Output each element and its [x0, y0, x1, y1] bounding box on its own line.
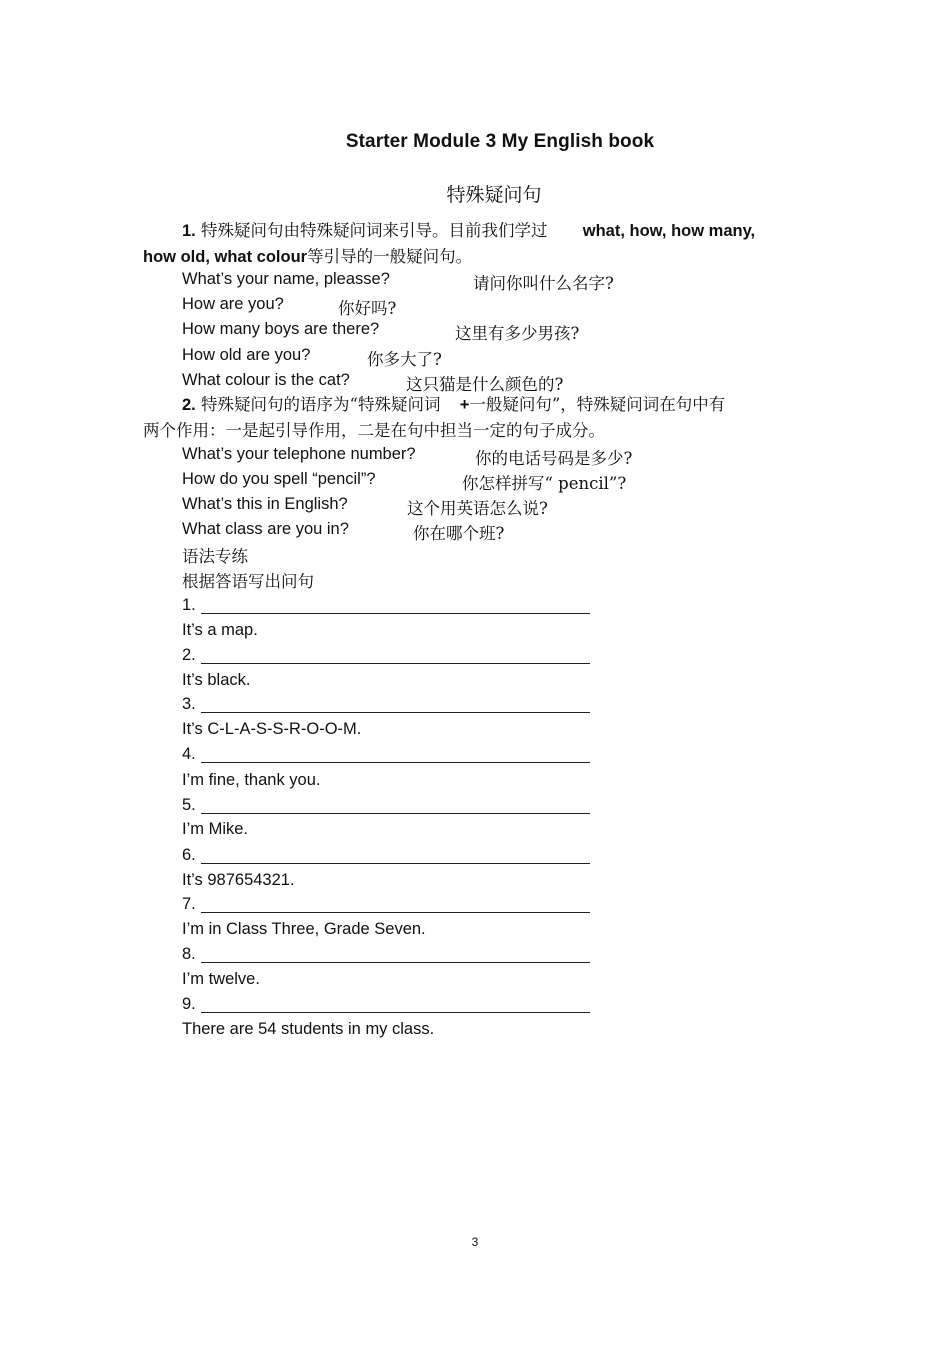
question-number: 7.: [182, 895, 196, 913]
question-line: [182, 695, 196, 714]
section-2-line-1: [143, 392, 808, 418]
answer-blank[interactable]: [201, 663, 590, 664]
question-line: [182, 646, 196, 665]
drill-title: 语法专练: [182, 547, 248, 566]
answer-blank[interactable]: [201, 912, 590, 913]
section-1-words-a: what, how, how many,: [582, 222, 756, 240]
section-1-words-b: how old, what colour: [143, 248, 308, 266]
answer-text: It’s a map.: [182, 621, 258, 639]
answer-blank[interactable]: [201, 613, 590, 614]
example-row: [182, 520, 505, 543]
example-chinese: 这里有多少男孩?: [455, 324, 580, 343]
question-line: [182, 945, 196, 964]
example-chinese: 你多大了?: [367, 350, 442, 369]
answer-blank[interactable]: [201, 962, 590, 963]
section-2-text-b: 一般疑问句”，特殊疑问词在句中有: [469, 395, 726, 414]
page-number: 3: [471, 1235, 479, 1249]
section-2-number: 2.: [182, 396, 196, 414]
section-1-line-2: [143, 244, 808, 270]
example-row: [182, 470, 627, 493]
example-english: How do you spell “pencil”?: [182, 470, 376, 488]
page-subtitle: 特殊疑问句: [446, 184, 542, 206]
example-row: [182, 445, 633, 468]
example-row: [182, 295, 397, 318]
example-english: What’s this in English?: [182, 495, 348, 513]
example-english: How are you?: [182, 295, 284, 313]
question-number: 9.: [182, 995, 196, 1013]
answer-text: I’m in Class Three, Grade Seven.: [182, 920, 426, 938]
example-row: [182, 270, 614, 293]
example-english: What’s your name, pleasse?: [182, 270, 390, 288]
question-number: 6.: [182, 846, 196, 864]
answer-blank[interactable]: [201, 813, 590, 814]
section-1-text-b: 等引导的一般疑问句。: [307, 247, 473, 266]
question-number: 5.: [182, 796, 196, 814]
example-english: What’s your telephone number?: [182, 445, 416, 463]
example-chinese: 你怎样拼写“ pencil”?: [462, 474, 627, 493]
section-2-text-a: 特殊疑问句的语序为“特殊疑问词: [201, 395, 441, 414]
question-number: 4.: [182, 745, 196, 763]
example-english: How old are you?: [182, 346, 311, 364]
question-line: [182, 846, 196, 865]
answer-text: It’s black.: [182, 671, 251, 689]
answer-text: I’m fine, thank you.: [182, 771, 321, 789]
section-1-paragraph: [143, 218, 808, 270]
example-chinese: 你的电话号码是多少?: [475, 449, 633, 468]
section-1-number: 1.: [182, 222, 196, 240]
example-chinese: 这只猫是什么颜色的?: [406, 375, 564, 394]
answer-text: I’m Mike.: [182, 820, 248, 838]
question-line: [182, 596, 196, 615]
answer-text: I’m twelve.: [182, 970, 260, 988]
example-row: [182, 495, 548, 518]
question-number: 3.: [182, 695, 196, 713]
question-number: 8.: [182, 945, 196, 963]
example-english: How many boys are there?: [182, 320, 380, 338]
example-chinese: 请问你叫什么名字?: [473, 274, 614, 293]
answer-blank[interactable]: [201, 712, 590, 713]
example-english: What colour is the cat?: [182, 371, 350, 389]
section-2-line-2: [143, 418, 808, 443]
question-number: 2.: [182, 646, 196, 664]
section-2-paragraph: [143, 392, 808, 443]
question-line: [182, 796, 196, 815]
example-chinese: 你在哪个班?: [413, 524, 505, 543]
example-row: [182, 371, 564, 394]
example-chinese: 这个用英语怎么说?: [407, 499, 548, 518]
section-2-plus: +: [459, 396, 470, 414]
example-chinese: 你好吗?: [338, 299, 397, 318]
example-english: What class are you in?: [182, 520, 349, 538]
example-row: [182, 320, 580, 343]
example-row: [182, 346, 442, 369]
question-line: [182, 995, 196, 1014]
question-line: [182, 745, 196, 764]
section-2-text-c: 两个作用：一是起引导作用，二是在句中担当一定的句子成分。: [143, 421, 605, 440]
question-line: [182, 895, 196, 914]
answer-blank[interactable]: [201, 1012, 590, 1013]
drill-instruction: 根据答语写出问句: [182, 572, 314, 591]
section-1-text-a: 特殊疑问句由特殊疑问词来引导。目前我们学过: [201, 221, 548, 240]
answer-blank[interactable]: [201, 762, 590, 763]
answer-text: It’s C-L-A-S-S-R-O-O-M.: [182, 720, 362, 738]
answer-text: It’s 987654321.: [182, 871, 295, 889]
answer-blank[interactable]: [201, 863, 590, 864]
section-1-line-1: [143, 218, 808, 244]
page-title: Starter Module 3 My English book: [345, 131, 655, 152]
answer-text: There are 54 students in my class.: [182, 1020, 435, 1038]
question-number: 1.: [182, 596, 196, 614]
